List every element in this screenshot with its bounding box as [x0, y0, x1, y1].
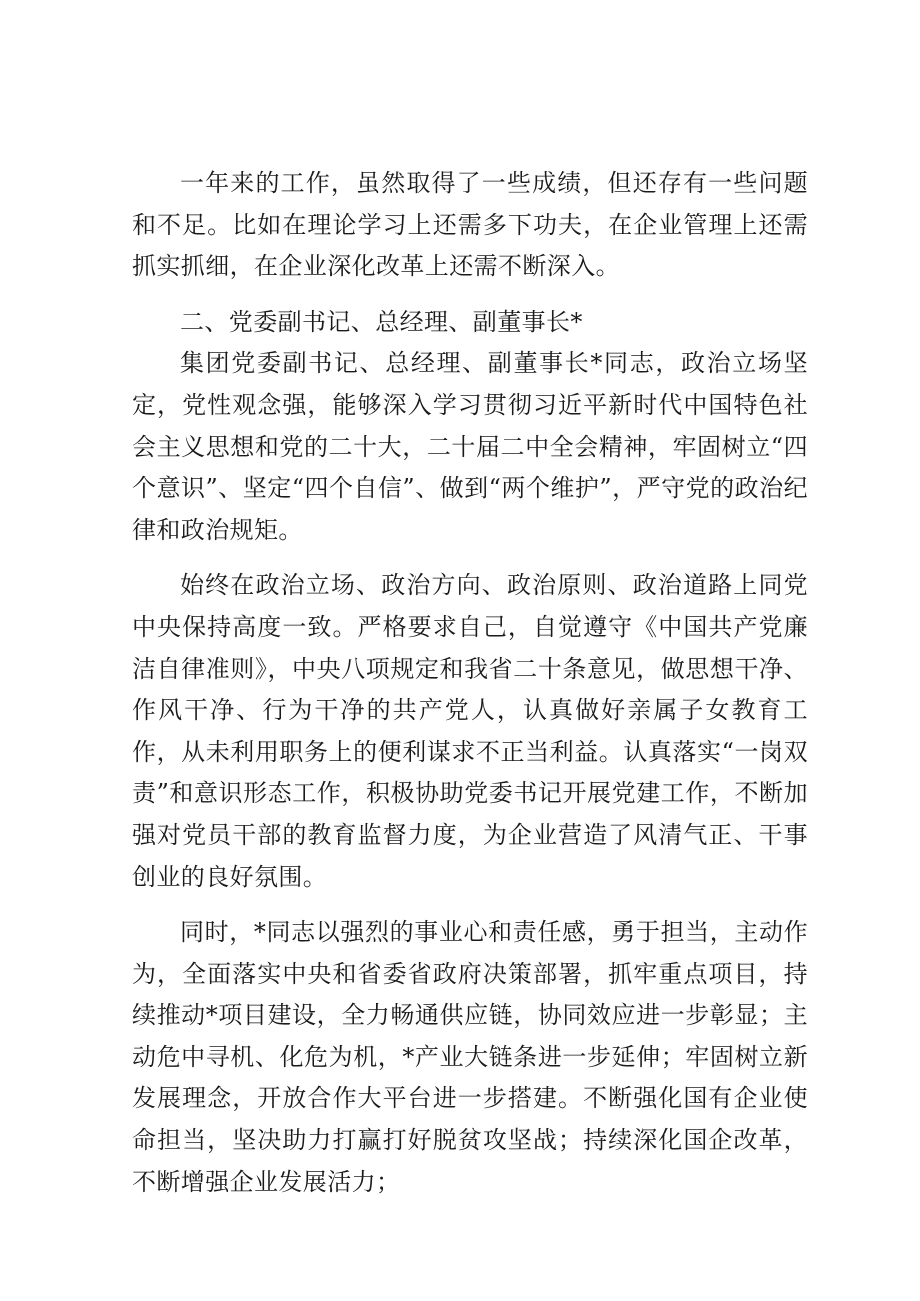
section-heading: 二、党委副书记、总经理、副董事长*: [180, 307, 583, 336]
paragraph-achievements: 同时，*同志以强烈的事业心和责任感，勇于担当，主动作为，全面落实中央和省委省政府决策部署，抓牢重点项目，持续推动*项目建设，全力畅通供应链，协同效应进一步彰显；主动危中寻机、化危为机，*产业大链条进一步延伸；牢固树立新发展理念，开放合作大平台进一步搭建。不断强化国有企业使命担当，坚决助力打赢打好脱贫攻坚战；持续深化国企改革，不断增强企业发展活力；: [132, 918, 808, 1196]
document-body: [132, 163, 808, 1203]
paragraph-shortcomings: 一年来的工作，虽然取得了一些成绩，但还存有一些问题和不足。比如在理论学习上还需多下功夫，在企业管理上还需抓实抓细，在企业深化改革上还需不断深入。: [132, 169, 808, 281]
paragraph-political-stance: 集团党委副书记、总经理、副董事长*同志，政治立场坚定，党性观念强，能够深入学习贯彻习近平新时代中国特色社会主义思想和党的二十大，二十届二中全会精神，牢固树立“四个意识”、坚定“四个自信”、做到“两个维护”，严守党的政治纪律和政治规矩。: [132, 349, 808, 544]
paragraph-discipline: 始终在政治立场、政治方向、政治原则、政治道路上同党中央保持高度一致。严格要求自己，自觉遵守《中国共产党廉洁自律准则》，中央八项规定和我省二十条意见，做思想干净、作风干净、行为干净的共产党人，认真做好亲属子女教育工作，从未利用职务上的便利谋求不正当利益。认真落实“一岗双责”和意识形态工作，积极协助党委书记开展党建工作，不断加强对党员干部的教育监督力度，为企业营造了风清气正、干事创业的良好氛围。: [132, 571, 808, 891]
